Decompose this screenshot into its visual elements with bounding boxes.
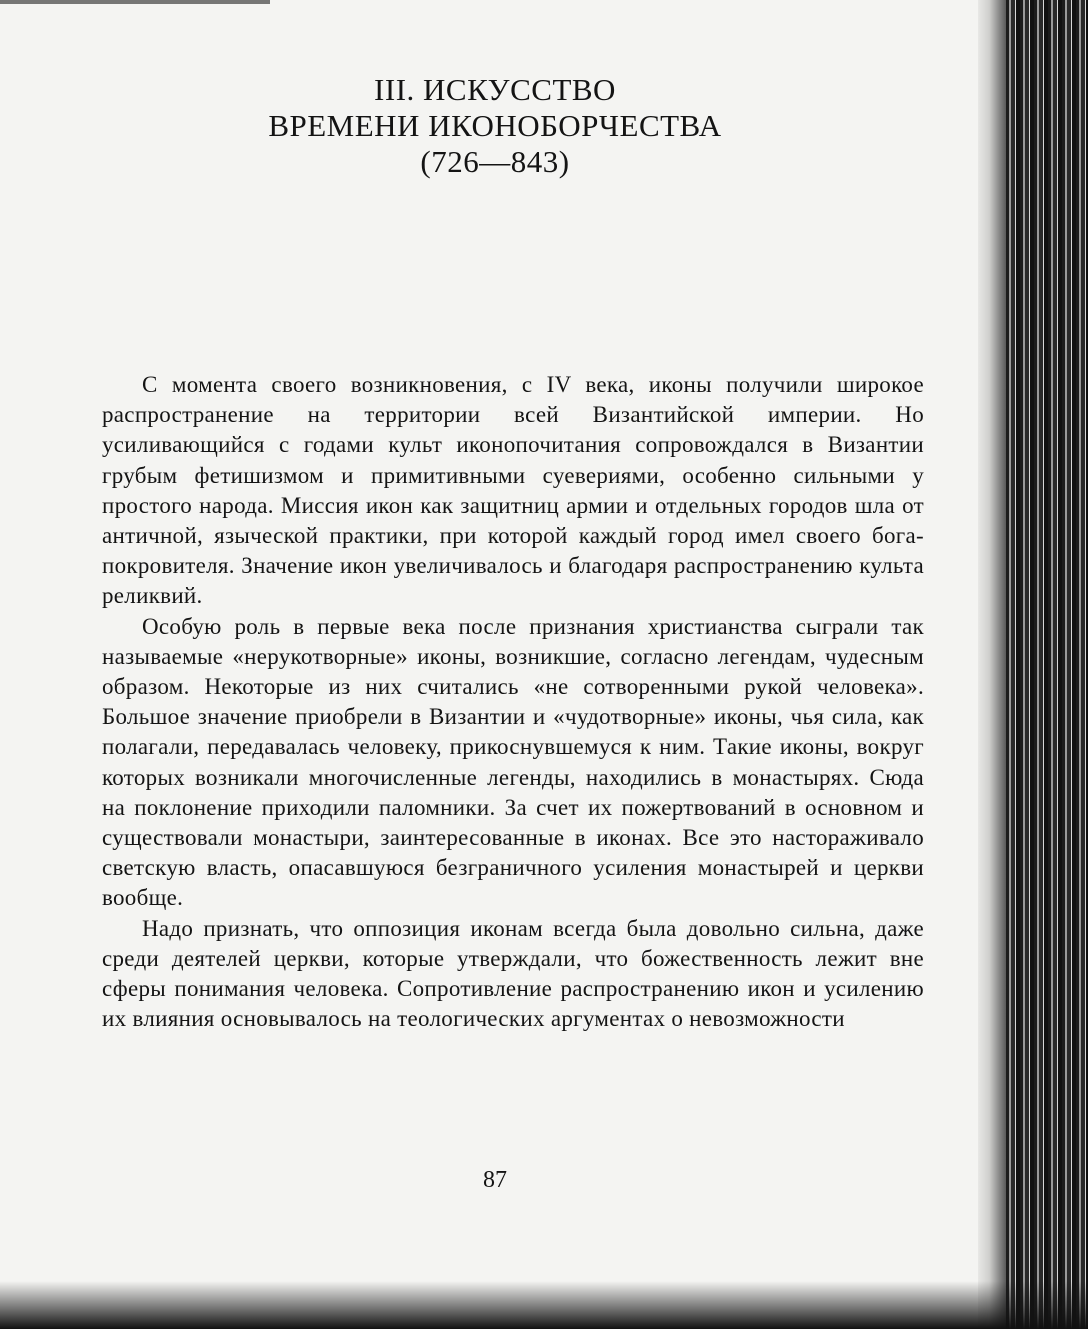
page-number: 87 <box>483 1167 507 1193</box>
chapter-title <box>60 72 930 180</box>
chapter-title-line-3: (726—843) <box>420 144 570 179</box>
bottom-shadow <box>0 1281 1088 1329</box>
chapter-title-line-2: ВРЕМЕНИ ИКОНОБОРЧЕСТВА <box>268 108 722 143</box>
book-page <box>60 0 930 1329</box>
chapter-title-line-1: III. ИСКУССТВО <box>374 72 616 107</box>
page-gutter-shading <box>978 0 1006 1329</box>
paragraph-3: Надо признать, что оппозиция иконам всегда была довольно сильна, даже среди деятелей церкви, которые утверждали, что божественность лежит вне сферы понимания человека. Сопротивление распространению икон и усилению их влияния основывалось на теологических аргументах о невозможности <box>102 915 924 1032</box>
paragraph-2: Особую роль в первые века после признания христианства сыграли так называемые «нерукотворные» иконы, возникшие, согласно легендам, чудесным образом. Некоторые из них считались «не сотворенными рукой человека». Большое значение приобрели в Византии и «чудотворные» иконы, чья сила, как полагали, передавалась человеку, прикоснувшемуся к ним. Такие иконы, вокруг которых возникали многочисленные легенды, находились в монастырях. Сюда на поклонение приходили паломники. За счет их пожертвований в основном и существовали монастыри, заинтересованные в иконах. Все это настораживало светскую власть, опасавшуюся безграничного усиления монастырей и церкви вообще. <box>102 613 924 911</box>
paragraph-1: С момента своего возникновения, с IV века, иконы получили широкое распространение на территории всей Византийской империи. Но усиливающийся с годами культ иконопочитания сопровождался в Византии грубым фетишизмом и примитивными суевериями, особенно сильными у простого народа. Миссия икон как защитниц армии и отдельных городов шла от античной, языческой практики, при которой каждый город имел своего бога-покровителя. Значение икон увеличивалось и благодаря распространению культа реликвий. <box>102 372 924 609</box>
body-text <box>102 370 924 1034</box>
